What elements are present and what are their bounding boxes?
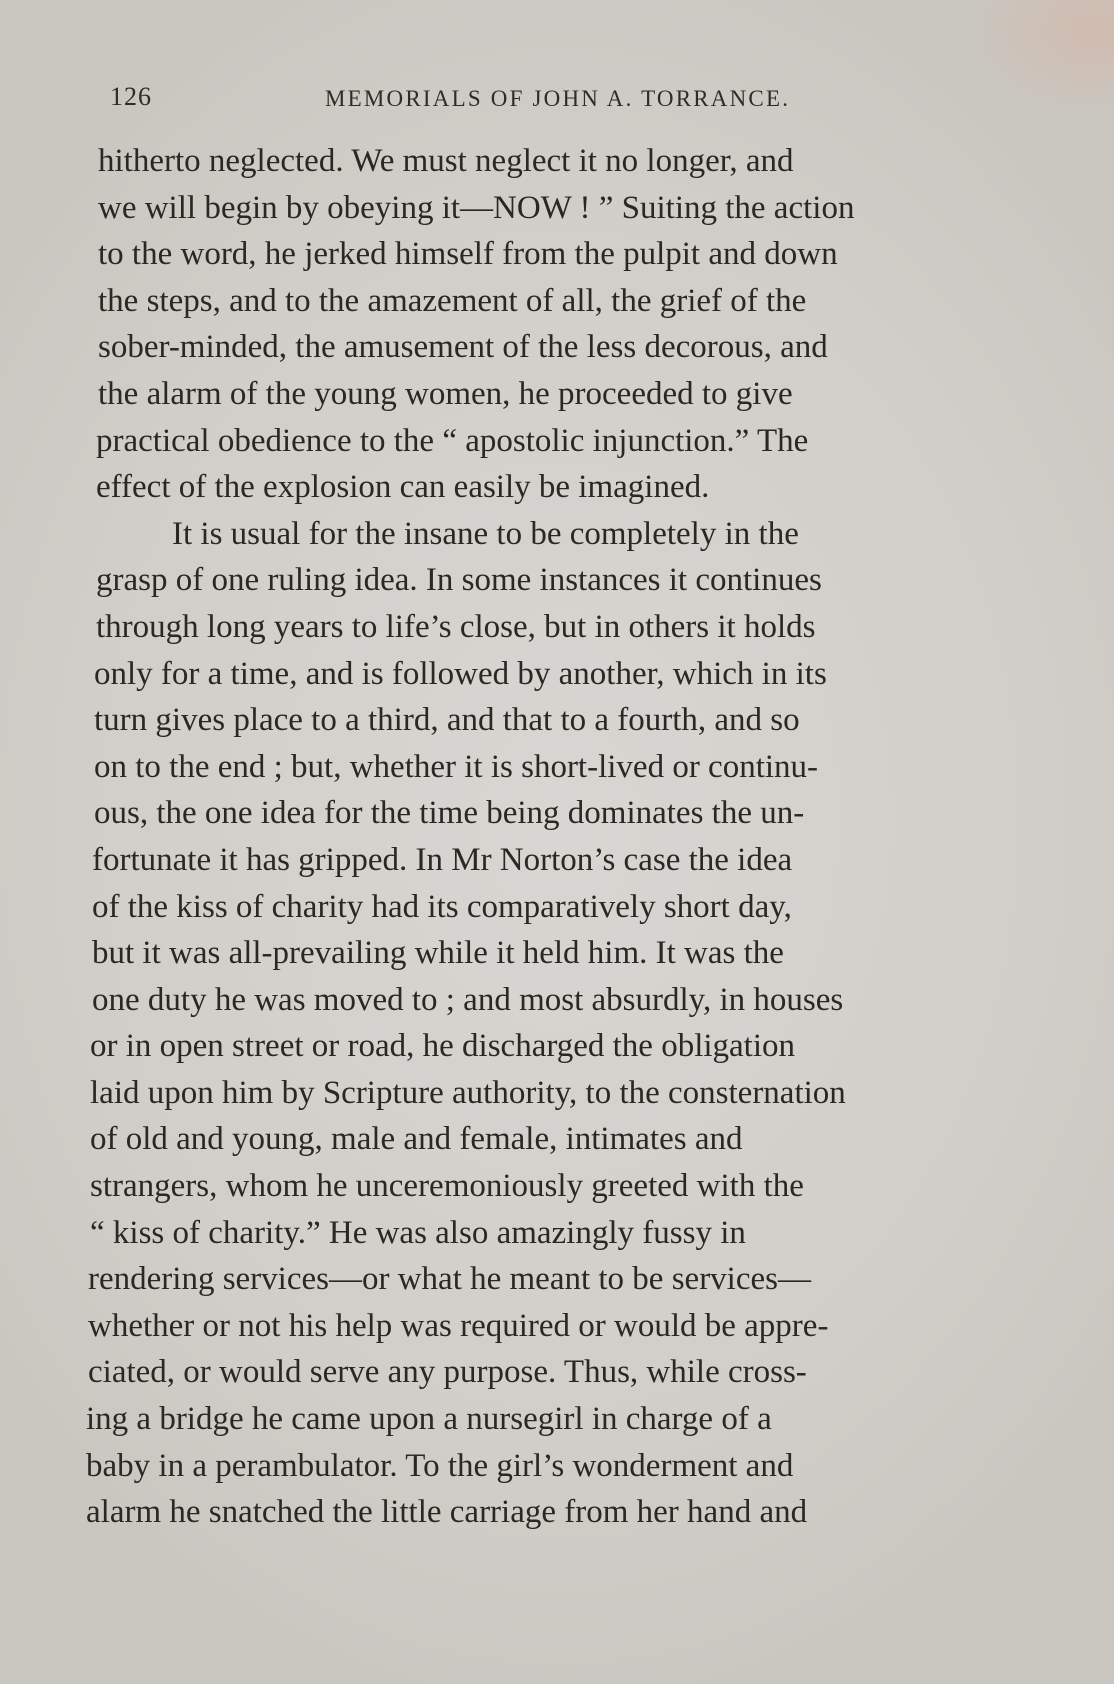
text-line: of old and young, male and female, intimates and — [90, 1121, 743, 1158]
text-line: but it was all-prevailing while it held him. It was the — [92, 935, 784, 972]
text-line: or in open street or road, he discharged the obligation — [90, 1028, 796, 1065]
text-line: ing a bridge he came upon a nursegirl in charge of a — [86, 1401, 772, 1438]
text-line: to the word, he jerked himself from the pulpit and down — [98, 236, 838, 273]
text-line: laid upon him by Scripture authority, to the consternation — [90, 1074, 846, 1111]
text-line: hitherto neglected. We must neglect it no longer, and — [98, 143, 794, 179]
text-line: sober-minded, the amusement of the less decorous, and — [98, 329, 828, 366]
text-line: grasp of one ruling idea. In some instances it continues — [96, 562, 822, 599]
text-line: ciated, or would serve any purpose. Thus, while cross- — [88, 1354, 807, 1391]
body-text — [86, 138, 1072, 1536]
text-line: It is usual for the insane to be completely in the — [172, 515, 799, 552]
running-head — [110, 82, 1010, 118]
text-line: baby in a perambulator. To the girl’s wonderment and — [86, 1447, 794, 1484]
text-line: rendering services—or what he meant to be services— — [88, 1261, 811, 1298]
text-line: turn gives place to a third, and that to a fourth, and so — [94, 702, 800, 739]
text-line: ous, the one idea for the time being dominates the un- — [94, 795, 805, 832]
text-line: alarm he snatched the little carriage from her hand and — [86, 1494, 808, 1531]
paragraph-1 — [92, 138, 1072, 511]
text-line: fortunate it has gripped. In Mr Norton’s case the idea — [92, 841, 793, 878]
paragraph-2 — [86, 511, 1072, 1536]
running-title: MEMORIALS OF JOHN A. TORRANCE. — [325, 86, 791, 111]
page-number: 126 — [110, 82, 152, 111]
text-line: through long years to life’s close, but in others it holds — [96, 608, 816, 645]
text-line: “ kiss of charity.” He was also amazingly fussy in — [90, 1214, 746, 1251]
text-line: one duty he was moved to ; and most absurdly, in houses — [92, 981, 844, 1018]
text-line: strangers, whom he unceremoniously greeted with the — [90, 1168, 804, 1205]
text-line: the steps, and to the amazement of all, the grief of the — [98, 282, 807, 319]
text-line: effect of the explosion can easily be imagined. — [96, 469, 710, 506]
text-line: on to the end ; but, whether it is short-lived or continu- — [94, 748, 819, 785]
text-line: of the kiss of charity had its comparatively short day, — [92, 888, 792, 925]
text-line: we will begin by obeying it—NOW ! ” Suiting the action — [98, 189, 855, 226]
text-line: only for a time, and is followed by another, which in its — [94, 655, 827, 692]
text-line: practical obedience to the “ apostolic injunction.” The — [96, 422, 809, 459]
text-line: whether or not his help was required or would be appre- — [88, 1307, 829, 1344]
text-line: the alarm of the young women, he proceeded to give — [98, 375, 793, 412]
